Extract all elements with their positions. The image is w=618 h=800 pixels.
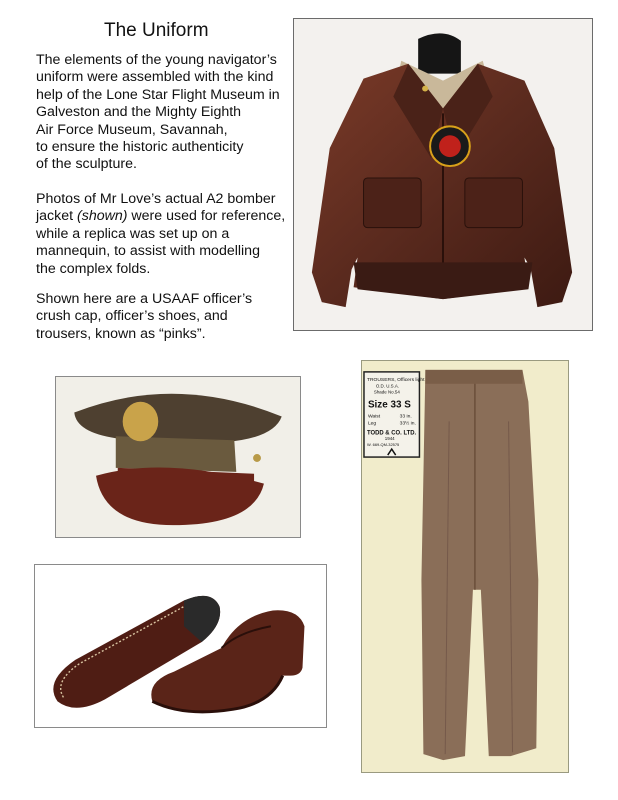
label-size: Size 33 S (367, 399, 411, 411)
label-year: 1944 (384, 436, 395, 442)
label-line-3: Shade No.54 (373, 389, 400, 395)
paragraph-2-end: were used for reference, while a replica was set up on a mannequin, to assist with modelling the complex folds. (36, 208, 286, 277)
trousers-waistband (425, 370, 522, 384)
a2-jacket-illustration (294, 19, 592, 330)
paragraph-items-shown: Shown here are a USAAF officer’s crush cap, officer’s shoes, and trousers, known as “pinks”. (36, 291, 253, 342)
label-waist-value: 33 in. (399, 414, 412, 420)
items-paragraph (36, 291, 296, 343)
paragraph-jacket-reference (36, 191, 296, 278)
cap-button-icon (253, 454, 261, 462)
label-line-1: TROUSERS, Officers light (366, 377, 425, 383)
cap-band (116, 436, 236, 472)
label-contract: W. 669-QM-32575 (366, 442, 400, 448)
label-leg-value: 33½ in. (399, 421, 416, 427)
intro-paragraph (36, 52, 296, 174)
pinks-trousers-illustration (362, 361, 568, 772)
paragraph-2-shown: (shown) (77, 208, 128, 225)
left-pocket (364, 178, 422, 228)
collar-pin-icon (422, 86, 428, 92)
crush-cap-illustration (56, 377, 300, 537)
page-title: The Uniform (104, 20, 209, 41)
patch-devil-face (439, 135, 461, 157)
officer-shoes-illustration (35, 565, 326, 727)
right-pocket (465, 178, 523, 228)
label-maker: TODD & CO. LTD. (366, 430, 417, 437)
mannequin-neck (418, 33, 461, 73)
label-leg: Leg (367, 421, 377, 427)
reference-paragraph (36, 191, 296, 278)
crush-cap-photo (55, 376, 301, 538)
paragraph-museum-credit: The elements of the young navigator’s uniform were assembled with the kind help of the Lone Star Flight Museum in Galveston and the Mighty Eighth Air Force Museum, Savannah, to ensure the historic authenticity of the sculpture. (36, 52, 280, 173)
a2-jacket-photo (293, 18, 593, 331)
officer-shoes-photo (34, 564, 327, 728)
pinks-trousers-photo (361, 360, 569, 773)
label-line-2: O.D. U.S.A. (375, 383, 400, 389)
eagle-badge-icon (123, 402, 159, 442)
paragraph-2-start: Photos of Mr Love’s actual A2 bomber jacket (36, 191, 276, 225)
label-waist: Waist (367, 414, 381, 420)
